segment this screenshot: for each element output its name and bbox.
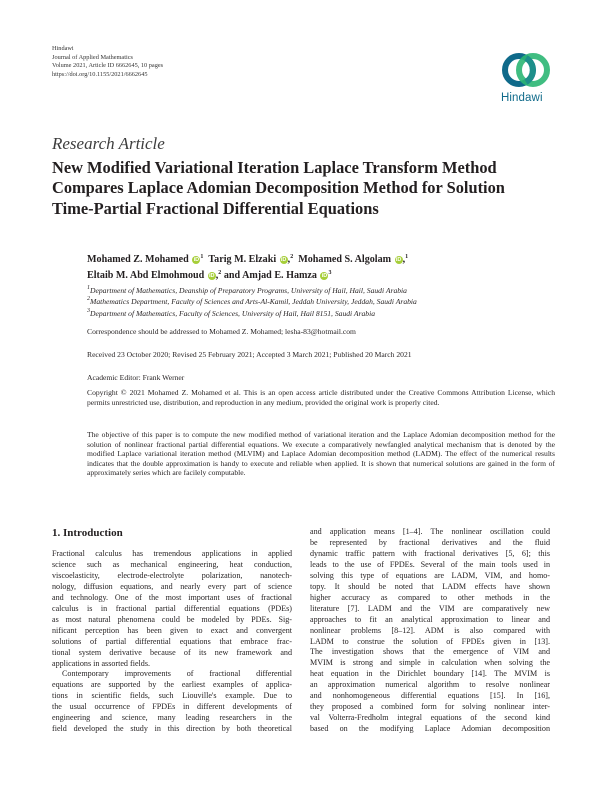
body-column-left xyxy=(52,549,292,735)
text-line: tions in scientific fields, such Liouville's example. Due to xyxy=(52,691,292,701)
orcid-icon[interactable]: iD xyxy=(193,257,200,263)
abstract: The objective of this paper is to compute the new modified method of variational iteration and the Laplace Adomian decomposition method for the solution of nonlinear fractional partial differential equations. We execute a comparatively newfangled analytical mechanism that is denoted by the modified Laplace variational iteration method (MLVIM) and Laplace Adomian decomposition method (LADM). The effect of the numerical results indicates that the double approximation is handy to execute and reliable when applied. It is shown that numerical solutions are gained in the form of approximately series which are facilely computable. xyxy=(87,430,555,477)
text-line: dynamic traffic pattern with fractional derivatives [5, 6]; this xyxy=(310,548,550,558)
author-name[interactable]: Mohamed Z. Mohamed xyxy=(87,254,189,265)
text-line: Contemporary improvements of fractional differential xyxy=(62,669,292,679)
section-heading: 1. Introduction xyxy=(52,527,123,539)
orcid-icon[interactable]: iD xyxy=(280,257,287,263)
orcid-icon[interactable]: iD xyxy=(209,272,215,279)
text-line: engineering and science, many leading researchers in the xyxy=(52,713,292,723)
text-line: they proposed a combined form for solving nonlinear inter- xyxy=(310,702,550,712)
text-line: MVIM is strong and simple in calculation when solving the xyxy=(310,658,550,668)
text-line: val Volterra-Fredholm integral equations of the second kind xyxy=(310,713,550,723)
affiliations xyxy=(87,285,557,319)
author-affil-sup: 2 xyxy=(218,269,222,276)
text-line: science such as mechanical engineering, heat conduction, xyxy=(52,559,292,569)
text-line: an approximation numerical algorithm to resolve nonlinear xyxy=(310,680,550,690)
text-line: approaches to fit an analytical approximation to linear and xyxy=(310,614,550,624)
text-line: higher accuracy as compared to other methods in the xyxy=(310,592,550,602)
affiliation-item xyxy=(87,285,557,296)
title-line: New Modified Variational Iteration Laplace Transform Method xyxy=(52,158,497,177)
title-line: Compares Laplace Adomian Decomposition Method for Solution xyxy=(52,178,505,198)
correspondence: Correspondence should be addressed to Mohamed Z. Mohamed; lesha-83@hotmail.com xyxy=(87,327,356,336)
text-line: field developed the study in this direction by both theoretical xyxy=(52,724,292,734)
author-name[interactable]: Amjad E. Hamza xyxy=(242,269,317,281)
article-type: Research Article xyxy=(52,134,165,153)
author-affil-sup: 1 xyxy=(200,254,204,260)
article-title xyxy=(52,158,572,219)
hindawi-logo-icon xyxy=(498,48,554,92)
text-line: the usual occurrence of FPDEs in different developments of xyxy=(52,702,292,712)
text-line: be represented by fractional derivatives and the fluid xyxy=(310,537,550,547)
affiliation-item xyxy=(87,296,557,307)
journal-header xyxy=(52,45,163,79)
text-line: solving this type of equations are LADM, VIM, and homo- xyxy=(310,570,550,580)
text-line: heat equation in the Dirichlet boundary [14]. The MVIM is xyxy=(310,669,550,679)
text-line: viscoelasticity, electrode-electrolyte polarization, nanotech- xyxy=(52,570,292,580)
author-affil-sup: 1 xyxy=(405,254,409,260)
text-line: nology, diffusion equations, and nearly every part of science xyxy=(52,581,292,591)
author-conjunction: and xyxy=(223,269,241,281)
affiliation-sup: 1 xyxy=(87,285,90,291)
author-name[interactable]: Tarig M. Elzaki xyxy=(208,254,277,265)
text-line: topy. It should be noted that LADM effects have shown xyxy=(310,581,550,591)
text-line: nonlinear problems [8–12]. ADM is also compared with xyxy=(310,625,550,635)
hindawi-logo xyxy=(498,48,554,110)
text-line: and nonhomogeneous differential equations [15]. In [16], xyxy=(310,691,550,701)
text-line: as most natural phenomena could be modeled by PDEs. Sig- xyxy=(52,614,292,624)
text-line: The investigation shows that the emergence of VIM and xyxy=(310,647,550,657)
logo-wordmark: Hindawi xyxy=(501,92,543,104)
author-name[interactable]: Eltaib M. Abd Elmohmoud xyxy=(87,269,205,281)
text-line: literature [7]. LADM and the VIM are comparatively new xyxy=(310,603,550,613)
title-line: Time-Partial Fractional Differential Equations xyxy=(52,198,379,218)
academic-editor: Academic Editor: Frank Werner xyxy=(87,373,185,382)
author-name[interactable]: Mohamed S. Algolam xyxy=(298,254,392,265)
author-affil-sup: 2 xyxy=(290,254,294,260)
author-affil-sup: 3 xyxy=(328,269,332,276)
publisher-name: Hindawi xyxy=(52,45,74,52)
orcid-icon[interactable]: iD xyxy=(321,272,328,279)
journal-name: Journal of Applied Mathematics xyxy=(52,53,133,61)
text-line: calculus is in fractional partial differential equations (PDEs) xyxy=(52,603,292,613)
text-line: based on the modifying Laplace Adomian decomposition xyxy=(310,724,550,734)
doi-link[interactable]: https://doi.org/10.1155/2021/6662645 xyxy=(52,70,148,78)
affiliation-sup: 3 xyxy=(87,307,90,314)
affiliation-item xyxy=(87,308,557,319)
author-list: Mohamed Z. Mohamed $iD^1$ Tarig M. Elzaki iD,$^2$ Mohamed S. Algolam iD,$^1$ Eltaib M. Abd Elmohmoud iD,$^2$ and Amjad E. Hamza $iD^3$ xyxy=(87,254,409,281)
text-line: solutions of partial differential equations that embrace frac- xyxy=(52,636,292,646)
text-line: Fractional calculus has tremendous applications in applied xyxy=(52,549,292,558)
text-line: and application means [1–4]. The nonlinear oscillation could xyxy=(310,527,550,536)
text-line: LADM to construe the solution of FPDEs given in [13]. xyxy=(310,636,550,646)
affiliation-sup: 2 xyxy=(87,296,90,303)
text-line: nificant perception has been given to exact and convergent xyxy=(52,625,292,635)
text-line: and technology. One of the most important uses of fractional xyxy=(52,592,292,602)
body-column-right xyxy=(310,527,550,735)
orcid-icon[interactable]: iD xyxy=(395,257,402,263)
affiliation-text: Department of Mathematics, Deanship of Preparatory Programs, University of Hail, Hail, Saudi Arabia xyxy=(90,286,407,295)
text-line: applications in assorted fields. xyxy=(52,658,151,668)
copyright-notice: Copyright © 2021 Mohamed Z. Mohamed et al. This is an open access article distributed under the Creative Commons Attribution License, which permits unrestricted use, distribution, and reproduction in any medium, provided the original work is properly cited. xyxy=(87,388,555,407)
publication-dates: Received 23 October 2020; Revised 25 February 2021; Accepted 3 March 2021; Published 20 March 2021 xyxy=(87,350,412,359)
volume-line: Volume 2021, Article ID 6662645, 10 pages xyxy=(52,62,164,70)
affiliation-text: Department of Mathematics, Faculty of Sciences, University of Hail, Hail 8151, Saudi Arabia xyxy=(90,308,376,318)
affiliation-text: Mathematics Department, Faculty of Sciences and Arts-Al-Kamil, Jeddah University, Jeddah, Saudi Arabia xyxy=(90,297,417,307)
text-line: leads to the use of FPDEs. Several of the main tools used in xyxy=(310,559,550,569)
text-line: equations are supported by the earliest examples of applica- xyxy=(52,680,292,690)
text-line: tional system derivative because of its new framework and xyxy=(52,647,292,657)
